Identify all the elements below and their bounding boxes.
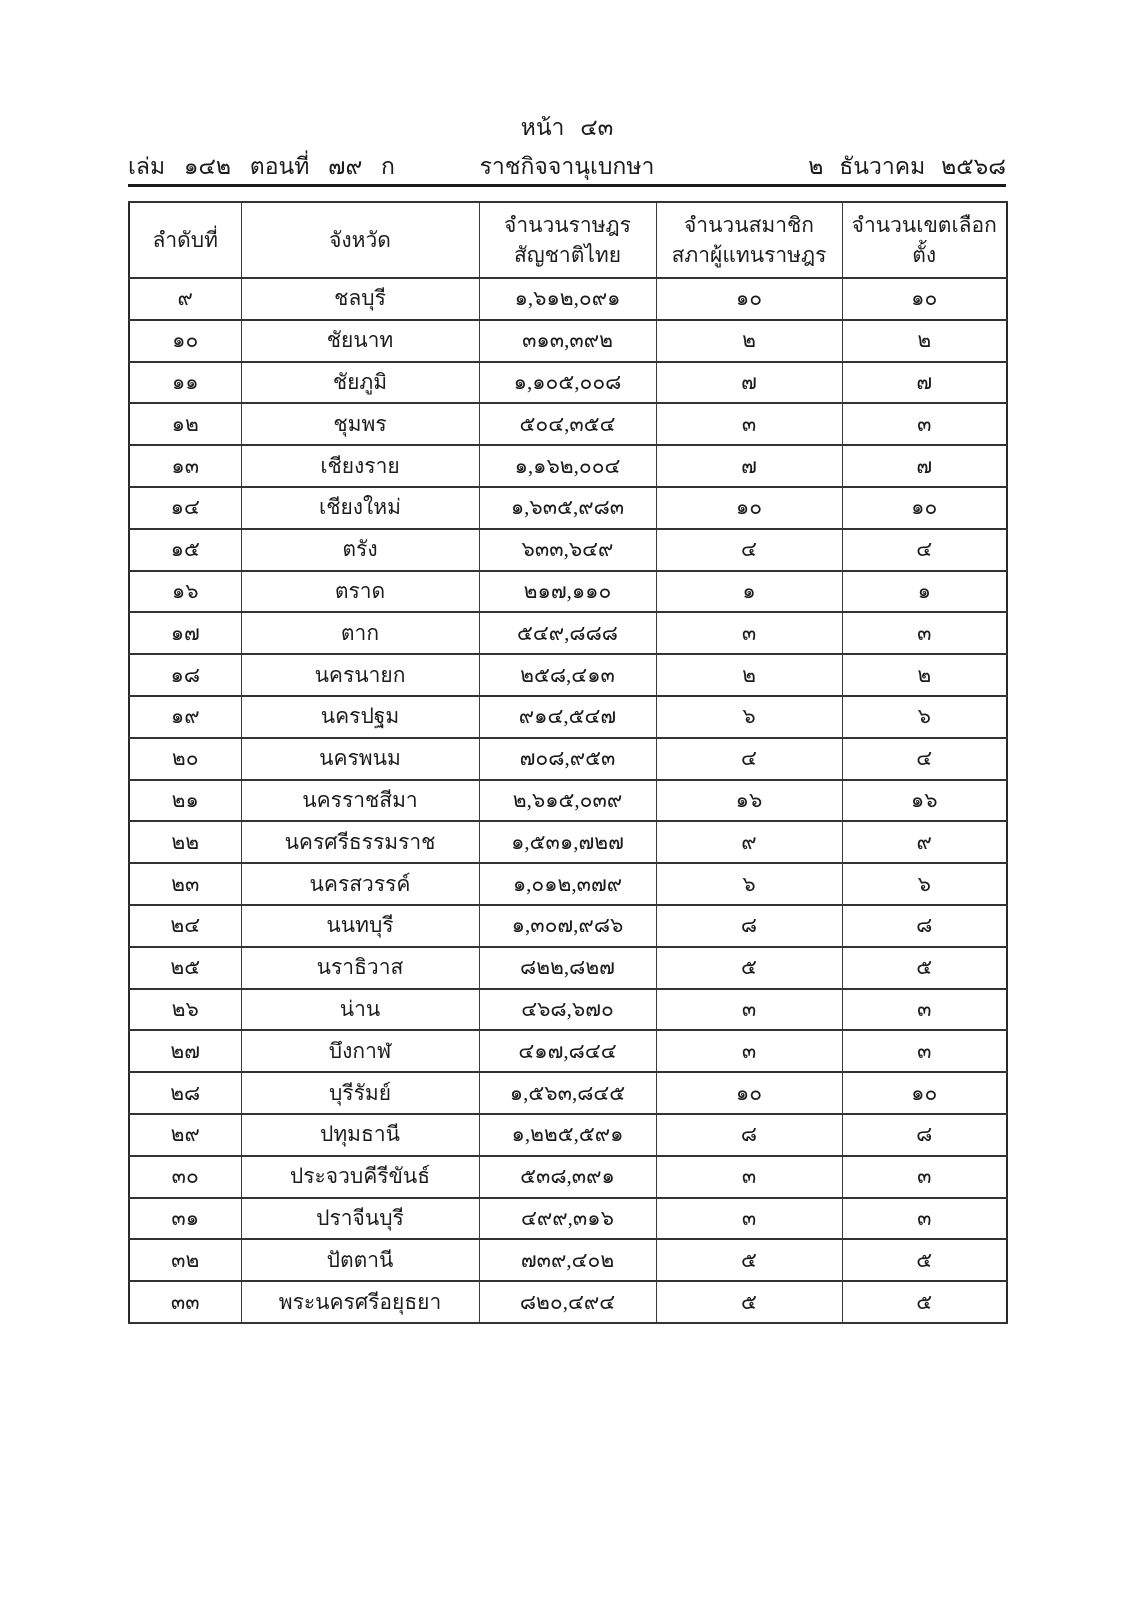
members-cell: ๙ <box>656 821 842 863</box>
row-index-cell: ๒๐ <box>129 738 241 780</box>
province-cell: ตรัง <box>241 529 479 571</box>
table-row <box>129 1198 1007 1240</box>
table-row <box>129 1281 1007 1323</box>
table-row <box>129 821 1007 863</box>
row-index-cell: ๑๓ <box>129 445 241 487</box>
row-index-cell: ๒๓ <box>129 863 241 905</box>
row-index-cell: ๒๔ <box>129 905 241 947</box>
table-row <box>129 863 1007 905</box>
row-index-cell: ๒๙ <box>129 1114 241 1156</box>
row-index-cell: ๑๔ <box>129 487 241 529</box>
col-header-text: จำนวนสมาชิก <box>683 212 815 237</box>
row-index-cell: ๑๗ <box>129 612 241 654</box>
table-row <box>129 1239 1007 1281</box>
masthead <box>128 149 1006 181</box>
population-cell: ๓๑๓,๓๙๒ <box>479 320 656 362</box>
districts-cell: ๓ <box>842 403 1007 445</box>
row-index-cell: ๓๒ <box>129 1239 241 1281</box>
table-row <box>129 571 1007 613</box>
members-cell: ๓ <box>656 1030 842 1072</box>
province-cell: ปราจีนบุรี <box>241 1198 479 1240</box>
row-index-cell: ๒๑ <box>129 780 241 822</box>
province-cell: ปัตตานี <box>241 1239 479 1281</box>
members-cell: ๑๐ <box>656 487 842 529</box>
districts-cell: ๓ <box>842 989 1007 1031</box>
row-index-cell: ๒๒ <box>129 821 241 863</box>
row-index-cell: ๒๗ <box>129 1030 241 1072</box>
population-cell: ๑,๐๑๒,๓๗๙ <box>479 863 656 905</box>
population-cell: ๙๑๔,๕๔๗ <box>479 696 656 738</box>
row-index-cell: ๒๖ <box>129 989 241 1031</box>
districts-cell: ๑๖ <box>842 780 1007 822</box>
table-row <box>129 1072 1007 1114</box>
districts-cell: ๓ <box>842 1198 1007 1240</box>
districts-cell: ๔ <box>842 529 1007 571</box>
province-cell: ชัยนาท <box>241 320 479 362</box>
province-cell: เชียงใหม่ <box>241 487 479 529</box>
districts-cell: ๓ <box>842 1030 1007 1072</box>
members-cell: ๘ <box>656 1114 842 1156</box>
province-cell: บุรีรัมย์ <box>241 1072 479 1114</box>
districts-cell: ๖ <box>842 696 1007 738</box>
members-cell: ๑๐ <box>656 278 842 320</box>
population-cell: ๘๒๐,๔๙๔ <box>479 1281 656 1323</box>
row-index-cell: ๓๓ <box>129 1281 241 1323</box>
gazette-title: ราชกิจจานุเบกษา <box>479 154 655 179</box>
members-cell: ๓ <box>656 612 842 654</box>
province-cell: นราธิวาส <box>241 947 479 989</box>
province-cell: นครราชสีมา <box>241 780 479 822</box>
districts-cell: ๗ <box>842 362 1007 404</box>
population-cell: ๑,๖๑๒,๐๙๑ <box>479 278 656 320</box>
table-row <box>129 445 1007 487</box>
population-cell: ๔๖๘,๖๗๐ <box>479 989 656 1031</box>
districts-cell: ๑๐ <box>842 487 1007 529</box>
row-index-cell: ๓๐ <box>129 1156 241 1198</box>
row-index-cell: ๑๑ <box>129 362 241 404</box>
col-header-members <box>656 202 842 278</box>
population-cell: ๑,๕๖๓,๘๔๕ <box>479 1072 656 1114</box>
province-cell: ตราด <box>241 571 479 613</box>
members-cell: ๕ <box>656 1239 842 1281</box>
col-header-text: ลำดับที่ <box>152 227 218 252</box>
row-index-cell: ๑๘ <box>129 654 241 696</box>
table-row <box>129 738 1007 780</box>
table-row <box>129 612 1007 654</box>
population-cell: ๒๑๗,๑๑๐ <box>479 571 656 613</box>
members-cell: ๓ <box>656 1198 842 1240</box>
members-cell: ๕ <box>656 1281 842 1323</box>
table-row <box>129 1030 1007 1072</box>
members-cell: ๘ <box>656 905 842 947</box>
districts-cell: ๘ <box>842 1114 1007 1156</box>
members-cell: ๑๖ <box>656 780 842 822</box>
province-cell: บึงกาฬ <box>241 1030 479 1072</box>
province-table <box>128 201 1008 1324</box>
col-header-text: สัญชาติไทย <box>513 243 622 267</box>
population-cell: ๑,๕๓๑,๗๒๗ <box>479 821 656 863</box>
population-cell: ๗๓๙,๔๐๒ <box>479 1239 656 1281</box>
province-cell: ประจวบคีรีขันธ์ <box>241 1156 479 1198</box>
col-header-text: จำนวนเขตเลือกตั้ง <box>851 212 997 267</box>
col-header-text: จำนวนราษฎร <box>504 212 631 237</box>
population-cell: ๕๓๘,๓๙๑ <box>479 1156 656 1198</box>
province-cell: ปทุมธานี <box>241 1114 479 1156</box>
districts-cell: ๘ <box>842 905 1007 947</box>
col-header-text: จังหวัด <box>329 227 391 252</box>
row-index-cell: ๒๘ <box>129 1072 241 1114</box>
province-cell: นครศรีธรรมราช <box>241 821 479 863</box>
members-cell: ๓ <box>656 989 842 1031</box>
members-cell: ๖ <box>656 863 842 905</box>
districts-cell: ๓ <box>842 612 1007 654</box>
province-cell: ชัยภูมิ <box>241 362 479 404</box>
table-row <box>129 1156 1007 1198</box>
volume-part-label: เล่ม ๑๔๒ ตอนที่ ๗๙ ก <box>128 154 395 179</box>
province-cell: นครพนม <box>241 738 479 780</box>
table-row <box>129 905 1007 947</box>
table-row <box>129 278 1007 320</box>
districts-cell: ๓ <box>842 1156 1007 1198</box>
members-cell: ๓ <box>656 403 842 445</box>
population-cell: ๑,๑๐๕,๐๐๘ <box>479 362 656 404</box>
population-cell: ๒,๖๑๕,๐๓๙ <box>479 780 656 822</box>
table-header-row <box>129 202 1007 278</box>
province-cell: พระนครศรีอยุธยา <box>241 1281 479 1323</box>
population-cell: ๕๔๙,๘๘๘ <box>479 612 656 654</box>
table-row <box>129 1114 1007 1156</box>
table-row <box>129 780 1007 822</box>
table-body <box>129 278 1007 1323</box>
population-cell: ๕๐๔,๓๕๔ <box>479 403 656 445</box>
table-row <box>129 487 1007 529</box>
districts-cell: ๕ <box>842 947 1007 989</box>
row-index-cell: ๑๕ <box>129 529 241 571</box>
row-index-cell: ๓๑ <box>129 1198 241 1240</box>
col-header-text: สภาผู้แทนราษฎร <box>671 243 827 267</box>
province-cell: เชียงราย <box>241 445 479 487</box>
row-index-cell: ๑๖ <box>129 571 241 613</box>
table-row <box>129 403 1007 445</box>
members-cell: ๗ <box>656 445 842 487</box>
table-row <box>129 362 1007 404</box>
table-row <box>129 947 1007 989</box>
col-header-districts <box>842 202 1007 278</box>
row-index-cell: ๑๙ <box>129 696 241 738</box>
districts-cell: ๒ <box>842 320 1007 362</box>
members-cell: ๖ <box>656 696 842 738</box>
population-cell: ๑,๓๐๗,๙๘๖ <box>479 905 656 947</box>
members-cell: ๑๐ <box>656 1072 842 1114</box>
population-cell: ๖๓๓,๖๔๙ <box>479 529 656 571</box>
province-cell: ชุมพร <box>241 403 479 445</box>
districts-cell: ๖ <box>842 863 1007 905</box>
members-cell: ๓ <box>656 1156 842 1198</box>
row-index-cell: ๑๒ <box>129 403 241 445</box>
districts-cell: ๑๐ <box>842 1072 1007 1114</box>
table-row <box>129 696 1007 738</box>
province-cell: นครนายก <box>241 654 479 696</box>
districts-cell: ๗ <box>842 445 1007 487</box>
table-row <box>129 529 1007 571</box>
population-cell: ๘๒๒,๘๒๗ <box>479 947 656 989</box>
population-cell: ๗๐๘,๙๕๓ <box>479 738 656 780</box>
members-cell: ๔ <box>656 738 842 780</box>
members-cell: ๔ <box>656 529 842 571</box>
districts-cell: ๔ <box>842 738 1007 780</box>
districts-cell: ๒ <box>842 654 1007 696</box>
table-row <box>129 989 1007 1031</box>
province-cell: ตาก <box>241 612 479 654</box>
issue-date: ๒ ธันวาคม ๒๕๖๘ <box>808 154 1006 179</box>
population-cell: ๔๑๗,๘๔๔ <box>479 1030 656 1072</box>
col-header-population <box>479 202 656 278</box>
districts-cell: ๑๐ <box>842 278 1007 320</box>
population-cell: ๑,๑๖๒,๐๐๔ <box>479 445 656 487</box>
districts-cell: ๑ <box>842 571 1007 613</box>
province-cell: ชลบุรี <box>241 278 479 320</box>
province-cell: น่าน <box>241 989 479 1031</box>
population-cell: ๔๙๙,๓๑๖ <box>479 1198 656 1240</box>
row-index-cell: ๑๐ <box>129 320 241 362</box>
page-number: หน้า ๔๓ <box>520 115 614 140</box>
members-cell: ๗ <box>656 362 842 404</box>
districts-cell: ๕ <box>842 1281 1007 1323</box>
table-row <box>129 320 1007 362</box>
members-cell: ๒ <box>656 320 842 362</box>
row-index-cell: ๒๕ <box>129 947 241 989</box>
population-cell: ๑,๖๓๕,๙๘๓ <box>479 487 656 529</box>
col-header-index <box>129 202 241 278</box>
col-header-province <box>241 202 479 278</box>
districts-cell: ๕ <box>842 1239 1007 1281</box>
population-cell: ๑,๒๒๕,๕๙๑ <box>479 1114 656 1156</box>
header-rule <box>128 184 1006 187</box>
province-cell: นครสวรรค์ <box>241 863 479 905</box>
province-cell: นนทบุรี <box>241 905 479 947</box>
members-cell: ๒ <box>656 654 842 696</box>
province-cell: นครปฐม <box>241 696 479 738</box>
members-cell: ๕ <box>656 947 842 989</box>
row-index-cell: ๙ <box>129 278 241 320</box>
members-cell: ๑ <box>656 571 842 613</box>
districts-cell: ๙ <box>842 821 1007 863</box>
table-row <box>129 654 1007 696</box>
population-cell: ๒๕๘,๔๑๓ <box>479 654 656 696</box>
